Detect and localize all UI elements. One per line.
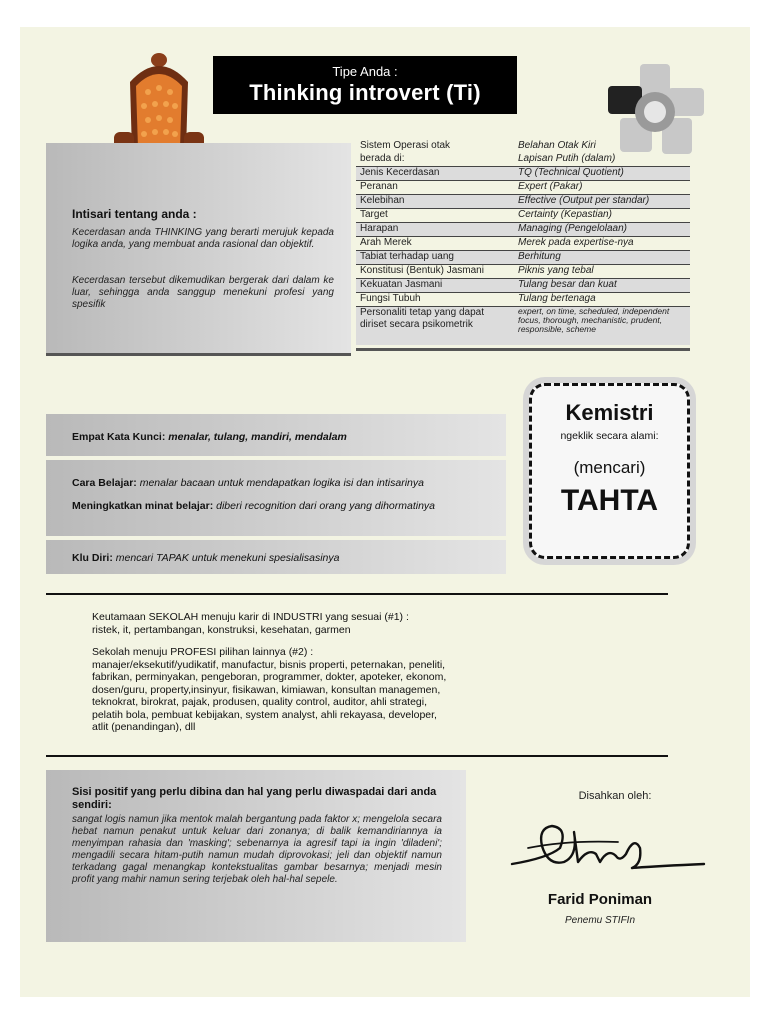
row-label: Konstitusi (Bentuk) Jasmani [356, 265, 514, 279]
table-row [356, 223, 690, 237]
klu-diri-label: Klu Diri: [72, 552, 113, 564]
row-label: Kelebihan [356, 195, 514, 209]
cara-belajar-panel [46, 460, 506, 536]
row-label: Personaliti tetap yang dapat diriset secara psikometrik [356, 307, 514, 346]
signer-name: Farid Poniman [547, 891, 653, 908]
sisi-positif-panel [46, 770, 466, 942]
table-row [356, 251, 690, 265]
profesi-line: manajer/eksekutif/yudikatif, manufactur, bisnis properti, peternakan, peneliti, [92, 658, 446, 671]
table-row [356, 293, 690, 307]
cara-belajar-value: menalar bacaan untuk mendapatkan logika isi dan intisarinya [139, 477, 424, 489]
kata-kunci-value: menalar, tulang, mandiri, mendalam [168, 431, 347, 443]
disahkan-label: Disahkan oleh: [578, 790, 652, 802]
klu-diri-value: mencari TAPAK untuk menekuni spesialisasinya [115, 552, 340, 564]
sekolah-section [92, 611, 652, 636]
row-value: Managing (Pengelolaan) [514, 223, 690, 237]
row-label: Fungsi Tubuh [356, 293, 514, 307]
row-value: Merek pada expertise-nya [514, 237, 690, 251]
row-value: Expert (Pakar) [514, 181, 690, 195]
intisari-panel [46, 143, 351, 356]
profesi-line: atlit (penandingan), dll [92, 721, 196, 733]
kemistri-title: Kemistri [565, 400, 654, 425]
table-row [356, 195, 690, 209]
kata-kunci-panel [46, 414, 506, 456]
kemistri-mencari: (mencari) [573, 458, 646, 477]
klu-diri-panel [46, 540, 506, 574]
table-row [356, 265, 690, 279]
row-label: Jenis Kecerdasan [356, 167, 514, 181]
table-row [356, 307, 690, 346]
divider-top [46, 593, 668, 595]
intisari-paragraph-2: Kecerdasan tersebut dikemudikan bergerak dari dalam ke luar, sehingga anda sanggup menekuni profesi yang spesifik [72, 275, 334, 310]
row-value: Certainty (Kepastian) [514, 209, 690, 223]
profesi-heading: Sekolah menuju PROFESI pilihan lainnya (#2) : [92, 646, 314, 658]
intisari-paragraph-1: Kecerdasan anda THINKING yang berarti merujuk kepada logika anda, yang membuat anda rasional dan objektif. [72, 227, 334, 250]
signer-role: Penemu STIFIn [564, 915, 636, 926]
cara-belajar-label: Cara Belajar: [72, 477, 137, 489]
row-label: Peranan [356, 181, 514, 195]
type-subtitle: Tipe Anda : [332, 64, 398, 79]
type-title: Thinking introvert (Ti) [249, 80, 481, 105]
row-value: TQ (Technical Quotient) [514, 167, 690, 181]
minat-belajar-value: diberi recognition dari orang yang dihormatinya [216, 500, 436, 512]
table-row [356, 279, 690, 293]
minat-belajar-label: Meningkatkan minat belajar: [72, 500, 214, 512]
profesi-section [92, 646, 652, 734]
kemistri-box [529, 383, 690, 559]
profesi-line: teknokrat, birokrat, pajak, produsen, quality control, auditor, ahli strategi, [92, 696, 428, 708]
row-label: berada di: [356, 153, 514, 167]
row-label: Arah Merek [356, 237, 514, 251]
row-value: Lapisan Putih (dalam) [514, 153, 690, 167]
profesi-line: dosen/guru, property,insinyur, fisikawan, kimiawan, konsultan managemen, [92, 683, 441, 696]
row-value: Berhitung [514, 251, 690, 265]
sekolah-heading: Keutamaan SEKOLAH menuju karir di INDUSTRI yang sesuai (#1) : [92, 611, 409, 623]
sisi-positif-text: sangat logis namun jika mentok malah bergantung pada faktor x; mengelola secara hebat namun penakut untuk keluar dari zonanya; di balik kemandiriannya ia menyimpan rahasia dan 'masking'; sebenarnya ia agresif tapi ia ingin 'diladeni'; mengadili secara hitam-putih namun mudah diprovokasi; jeli dan objektif namun terkadang gagal menangkap kontekstualitas gambar besarnya; menjadi mesin profit yang mahir namun sering terjebak oleh hal-hal sepele. [72, 814, 442, 885]
row-value: Tulang besar dan kuat [514, 279, 690, 293]
kemistri-subtitle: ngeklik secara alami: [560, 430, 659, 442]
row-value: expert, on time, scheduled, independent focus, thorough, mechanistic, prudent, responsible, scheme [514, 307, 690, 346]
type-title-box [213, 56, 517, 114]
sekolah-list: ristek, it, pertambangan, konstruksi, kesehatan, garmen [92, 623, 351, 636]
kemistri-tahta: TAHTA [560, 484, 659, 517]
table-row [356, 167, 690, 181]
table-bottom-rule [356, 348, 690, 351]
intisari-heading: Intisari tentang anda : [72, 207, 197, 221]
table-row [356, 153, 690, 167]
table-row [356, 181, 690, 195]
sisi-positif-heading: Sisi positif yang perlu dibina dan hal yang perlu diwaspadai dari anda sendiri: [72, 786, 437, 811]
row-label: Target [356, 209, 514, 223]
row-label: Harapan [356, 223, 514, 237]
profesi-line: pelatih bola, pembuat kebijakan, system analyst, ahli rekayasa, developer, [92, 708, 437, 721]
row-label: Tabiat terhadap uang [356, 251, 514, 265]
table-row [356, 237, 690, 251]
row-value: Effective (Output per standar) [514, 195, 690, 209]
signature-icon [508, 818, 708, 880]
kata-kunci-label: Empat Kata Kunci: [72, 431, 166, 443]
profesi-line: fabrikan, perminyakan, pengeboran, programmer, dokter, apoteker, ekonom, [92, 671, 447, 683]
row-value: Piknis yang tebal [514, 265, 690, 279]
row-label: Sistem Operasi otak [360, 140, 451, 151]
profile-info-table [356, 140, 690, 345]
table-row [356, 209, 690, 223]
table-row [356, 140, 690, 153]
row-label: Kekuatan Jasmani [356, 279, 514, 293]
divider-bottom [46, 755, 668, 757]
row-value: Tulang bertenaga [514, 293, 690, 307]
row-value: Belahan Otak Kiri [518, 140, 596, 151]
